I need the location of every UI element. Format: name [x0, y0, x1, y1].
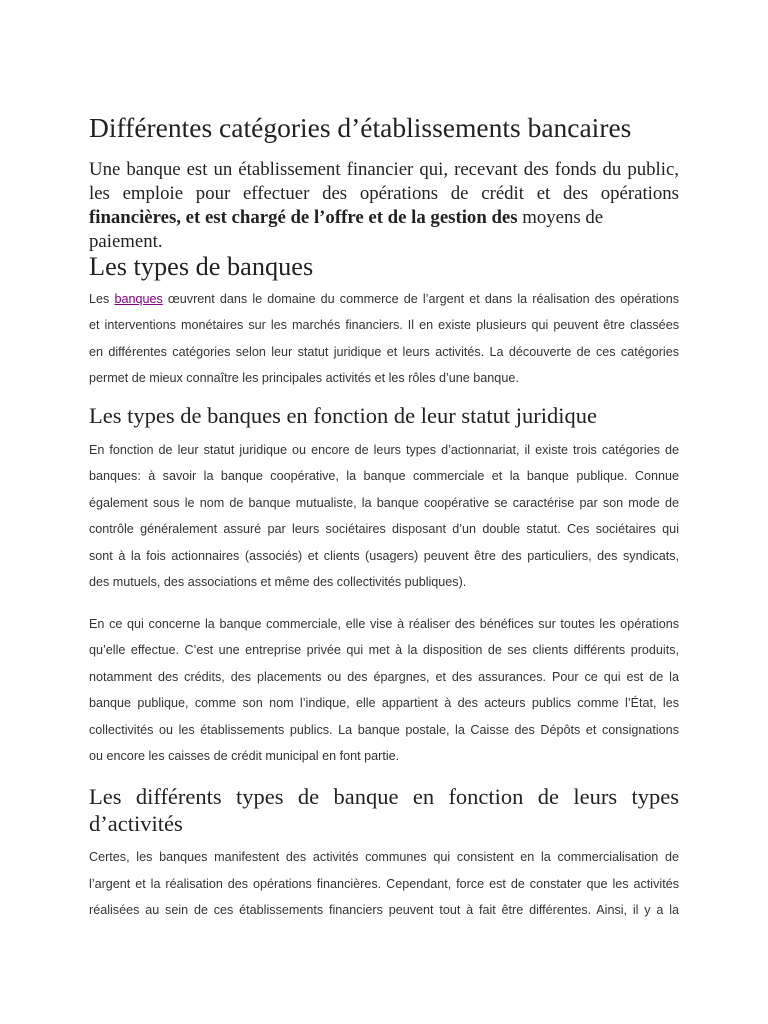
paragraph-line: réalisées au sein de ces établissements financiers peuvent tout à fait être différentes. Ainsi, il y a la [89, 903, 679, 917]
paragraph-line: banque publique, comme son nom l’indique, elle appartient à des acteurs publics comme l’État, les [89, 696, 679, 711]
intro-line: Une banque est un établissement financier qui, recevant des fonds du public, [89, 159, 679, 180]
paragraph-line: contrôle généralement assuré par leurs sociétaires disposant d’un double statut. Ces sociétaires qui [89, 522, 679, 537]
paragraph-line: qu’elle effectue. C’est une entreprise privée qui met à la disposition de ses clients différents produits, [89, 643, 679, 658]
paragraph-line: l’argent et la réalisation des opérations financières. Cependant, force est de constater que les activités [89, 876, 679, 891]
heading-line: d’activités [89, 811, 183, 836]
intro-paragraph [89, 158, 679, 254]
activities-section-heading [89, 783, 679, 837]
line-text: œuvrent dans le domaine du commerce de l’argent et dans la réalisation des opérations [167, 292, 680, 306]
paragraph-line: permet de mieux connaître les principales activités et les rôles d’une banque. [89, 370, 519, 385]
intro-bold-text: financières, et est chargé de l’offre et de la gestion des [89, 207, 518, 228]
intro-regular-text: moyens de paiement. [89, 207, 604, 252]
legal-status-paragraph-1 [89, 437, 679, 595]
intro-line [89, 206, 679, 254]
paragraph-line: ou encore les caisses de crédit municipal en font partie. [89, 749, 400, 764]
paragraph-line: collectivités ou les établissements publics. La banque postale, la Caisse des Dépôts et consignations [89, 722, 679, 737]
paragraph-line: En fonction de leur statut juridique ou encore de leurs types d’actionnariat, il existe trois catégories de [89, 443, 679, 457]
paragraph-line: Certes, les banques manifestent des activités communes qui consistent en la commercialisation de [89, 850, 679, 864]
paragraph-line: En ce qui concerne la banque commerciale, elle vise à réaliser des bénéfices sur toutes les opérations [89, 617, 679, 631]
types-section-heading: Les types de banques [89, 252, 314, 281]
page-title: Différentes catégories d’établissements bancaires [89, 112, 632, 143]
paragraph-line: en différentes catégories selon leur statut juridique et leurs activités. La découverte de ces catégories [89, 344, 679, 359]
paragraph-line: notamment des crédits, des placements ou des épargnes, et des assurances. Pour ce qui est de la [89, 669, 679, 684]
types-paragraph [89, 286, 679, 391]
paragraph-line: des mutuels, des associations et même des collectivités publiques). [89, 575, 467, 590]
legal-status-section-heading: Les types de banques en fonction de leur statut juridique [89, 403, 597, 428]
banques-link[interactable]: banques [114, 292, 163, 306]
heading-line: Les différents types de banque en fonction de leurs types [89, 784, 679, 809]
paragraph-line: banques: à savoir la banque coopérative, la banque commerciale et la banque publique. Connue [89, 469, 679, 484]
paragraph-line: sont à la fois actionnaires (associés) et clients (usagers) peuvent être des particuliers, des syndicats, [89, 548, 679, 563]
line-text: Les [89, 292, 110, 306]
intro-line: les emploie pour effectuer des opérations de crédit et des opérations [89, 183, 679, 204]
legal-status-paragraph-2 [89, 611, 679, 769]
activities-paragraph-1 [89, 844, 679, 924]
paragraph-line: également sous le nom de banque mutualiste, la banque coopérative se caractérise par son mode de [89, 495, 679, 510]
paragraph-line: et interventions monétaires sur les marchés financiers. Il en existe plusieurs qui peuvent être classées [89, 318, 679, 333]
paragraph-line [89, 286, 679, 312]
